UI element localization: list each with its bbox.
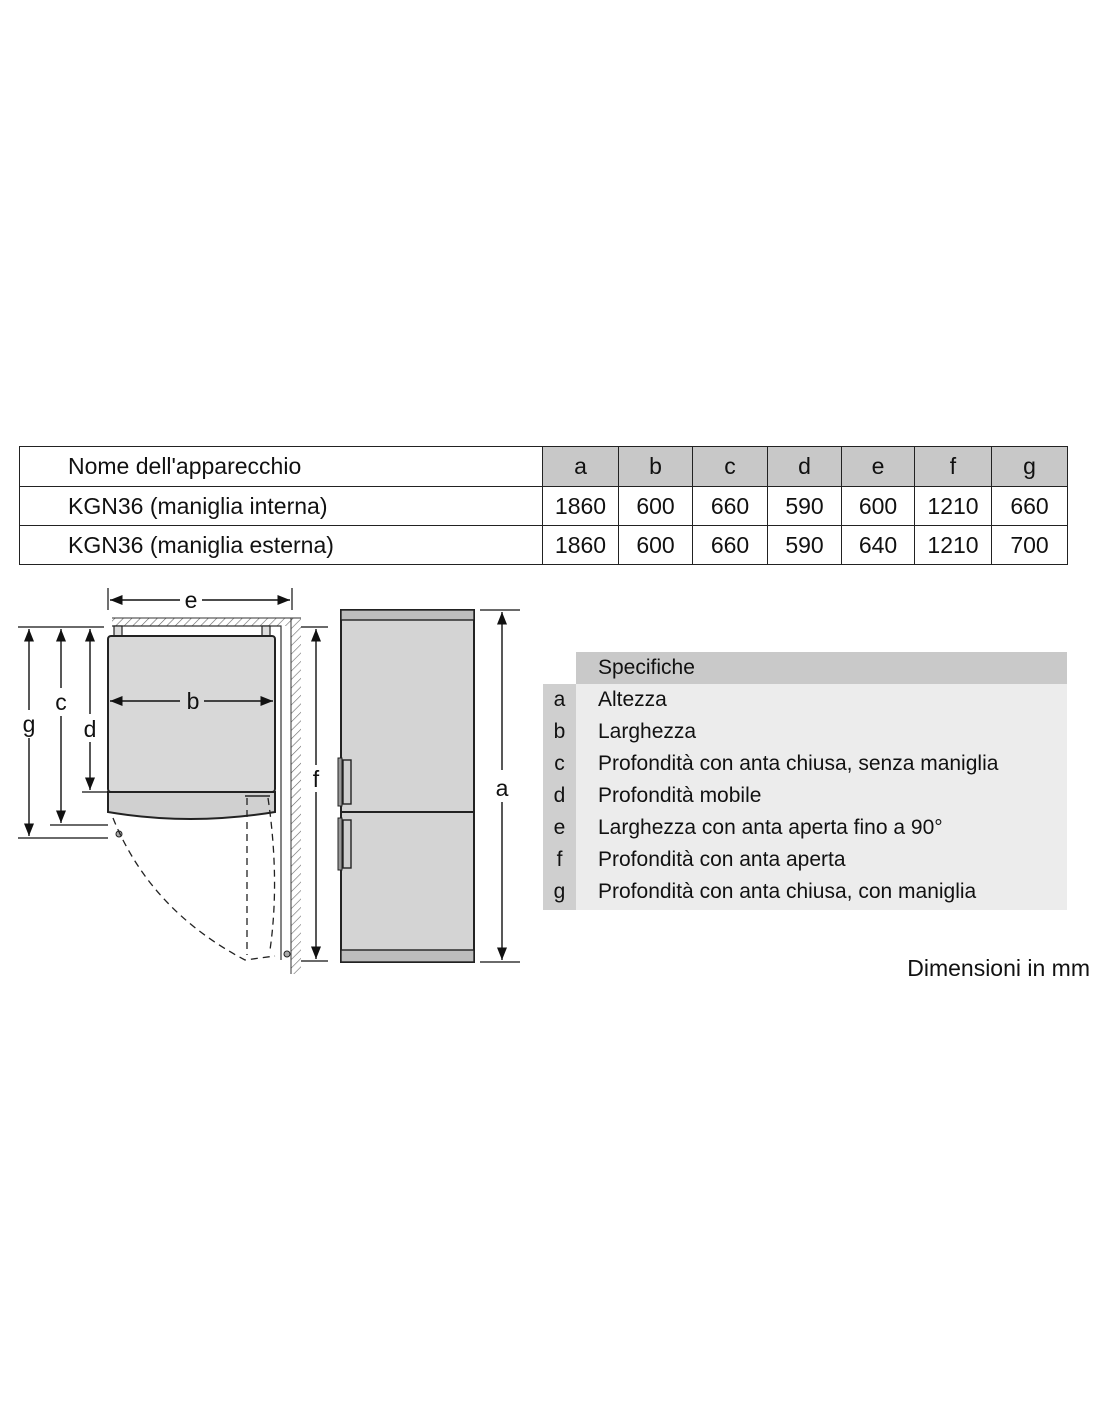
- row-value-e: 640: [842, 526, 915, 565]
- spec-description: Profondità con anta chiusa, con maniglia: [576, 876, 1067, 910]
- spec-letter: b: [543, 716, 576, 748]
- list-item: [543, 876, 1067, 910]
- spec-header: [543, 652, 1067, 684]
- spec-description: Larghezza con anta aperta fino a 90°: [576, 812, 1067, 844]
- list-item: [543, 684, 1067, 716]
- row-value-c: 660: [693, 526, 768, 565]
- dimension-c: [50, 629, 108, 825]
- header-col-f: f: [915, 447, 992, 487]
- label-f: f: [312, 766, 320, 792]
- table-row: [20, 487, 1068, 526]
- spec-description: Profondità con anta aperta: [576, 844, 1067, 876]
- list-item: [543, 780, 1067, 812]
- label-a: a: [495, 775, 509, 801]
- row-value-a: 1860: [543, 526, 619, 565]
- dimension-drawing: [0, 580, 540, 1000]
- unit-note: Dimensioni in mm: [907, 955, 1090, 981]
- row-value-a: 1860: [543, 487, 619, 526]
- spec-letter: d: [543, 780, 576, 812]
- label-b: b: [186, 688, 200, 714]
- list-item: [543, 844, 1067, 876]
- label-c: c: [55, 689, 67, 715]
- table-row: [20, 526, 1068, 565]
- spec-title: Specifiche: [576, 652, 1067, 684]
- row-value-g: 660: [992, 487, 1068, 526]
- row-value-c: 660: [693, 487, 768, 526]
- row-value-d: 590: [768, 526, 842, 565]
- header-col-g: g: [992, 447, 1068, 487]
- spec-description: Altezza: [576, 684, 1067, 716]
- header-col-a: a: [543, 447, 619, 487]
- dimensions-table: [19, 446, 1068, 565]
- row-model-name: KGN36 (maniglia esterna): [20, 526, 543, 565]
- row-value-b: 600: [619, 526, 693, 565]
- spec-description: Profondità con anta chiusa, senza maniglia: [576, 748, 1067, 780]
- spec-letter: a: [543, 684, 576, 716]
- label-d: d: [83, 716, 97, 742]
- header-col-d: d: [768, 447, 842, 487]
- spec-letter: f: [543, 844, 576, 876]
- spec-letter: g: [543, 876, 576, 910]
- dimension-a: [480, 610, 520, 962]
- fridge-side-view: [338, 610, 474, 962]
- spec-letter: e: [543, 812, 576, 844]
- dimension-e: [108, 587, 292, 613]
- label-e: e: [184, 587, 198, 613]
- row-value-f: 1210: [915, 526, 992, 565]
- dimension-f: [301, 627, 328, 961]
- spec-letter: c: [543, 748, 576, 780]
- list-item: [543, 748, 1067, 780]
- header-col-b: b: [619, 447, 693, 487]
- list-item: [543, 812, 1067, 844]
- dimension-d: [82, 629, 108, 792]
- row-value-d: 590: [768, 487, 842, 526]
- header-name-cell: Nome dell'apparecchio: [20, 447, 543, 487]
- spec-description: Larghezza: [576, 716, 1067, 748]
- row-model-name: KGN36 (maniglia interna): [20, 487, 543, 526]
- header-col-c: c: [693, 447, 768, 487]
- spec-legend: [543, 652, 1067, 910]
- list-item: [543, 716, 1067, 748]
- fridge-top-view: [108, 626, 290, 960]
- row-value-e: 600: [842, 487, 915, 526]
- row-value-f: 1210: [915, 487, 992, 526]
- label-g: g: [22, 711, 36, 737]
- header-col-e: e: [842, 447, 915, 487]
- spec-description: Profondità mobile: [576, 780, 1067, 812]
- row-value-b: 600: [619, 487, 693, 526]
- row-value-g: 700: [992, 526, 1068, 565]
- spec-header-blank: [543, 652, 576, 684]
- table-header-row: [20, 447, 1068, 487]
